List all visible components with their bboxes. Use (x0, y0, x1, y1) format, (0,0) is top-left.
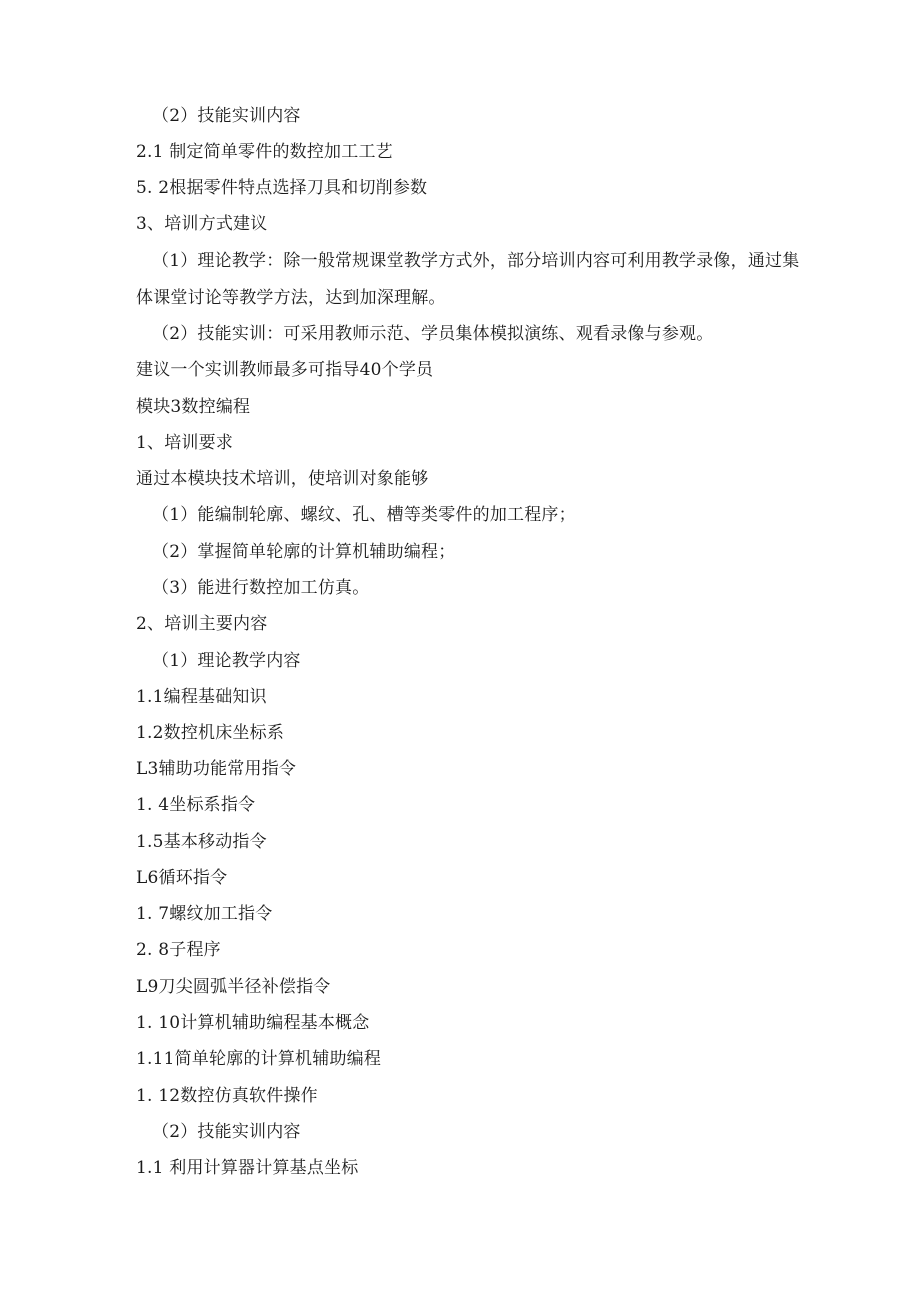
list-item: 1.1编程基础知识 (136, 687, 267, 707)
list-item: 1. 4坐标系指令 (136, 795, 256, 815)
list-item: L6循环指令 (136, 868, 228, 888)
list-item: L9刀尖圆弧半径补偿指令 (136, 977, 331, 997)
paragraph: 通过本模块技术培训，使培训对象能够 (136, 469, 429, 489)
list-item: L3辅助功能常用指令 (136, 759, 297, 779)
list-item: 1. 7螺纹加工指令 (136, 904, 273, 924)
paragraph-theory-teaching: （1）理论教学：除一般常规课堂教学方式外，部分培训内容可利用教学录像，通过集体课堂讨论等教学方法，达到加深理解。 (136, 251, 800, 308)
list-item: 1. 12数控仿真软件操作 (136, 1086, 318, 1106)
module-title: 模块3数控编程 (136, 397, 251, 417)
list-item: 1.1 利用计算器计算基点坐标 (136, 1158, 359, 1178)
list-item: 5. 2根据零件特点选择刀具和切削参数 (136, 178, 428, 198)
list-item: （2）掌握简单轮廓的计算机辅助编程； (152, 542, 456, 562)
subheading-skill-training: （2）技能实训内容 (152, 1122, 301, 1142)
list-item: 1.5基本移动指令 (136, 832, 267, 852)
paragraph-skill-training: （2）技能实训：可采用教师示范、学员集体模拟演练、观看录像与参观。 (152, 324, 714, 344)
section-heading: 2、培训主要内容 (136, 614, 268, 634)
section-heading: 3、培训方式建议 (136, 214, 268, 234)
subheading-theory-teaching: （1）理论教学内容 (152, 651, 301, 671)
list-item: 1.2数控机床坐标系 (136, 723, 285, 743)
section-heading: 1、培训要求 (136, 433, 234, 453)
list-item: 2.1 制定简单零件的数控加工工艺 (136, 142, 393, 162)
subheading-skill-training: （2）技能实训内容 (152, 106, 301, 126)
paragraph: 建议一个实训教师最多可指导40个学员 (136, 360, 434, 380)
list-item: （1）能编制轮廓、螺纹、孔、槽等类零件的加工程序； (152, 505, 576, 525)
list-item: 1. 10计算机辅助编程基本概念 (136, 1013, 370, 1033)
list-item: （3）能进行数控加工仿真。 (152, 578, 370, 598)
list-item: 2. 8子程序 (136, 940, 221, 960)
list-item: 1.11简单轮廓的计算机辅助编程 (136, 1049, 382, 1069)
